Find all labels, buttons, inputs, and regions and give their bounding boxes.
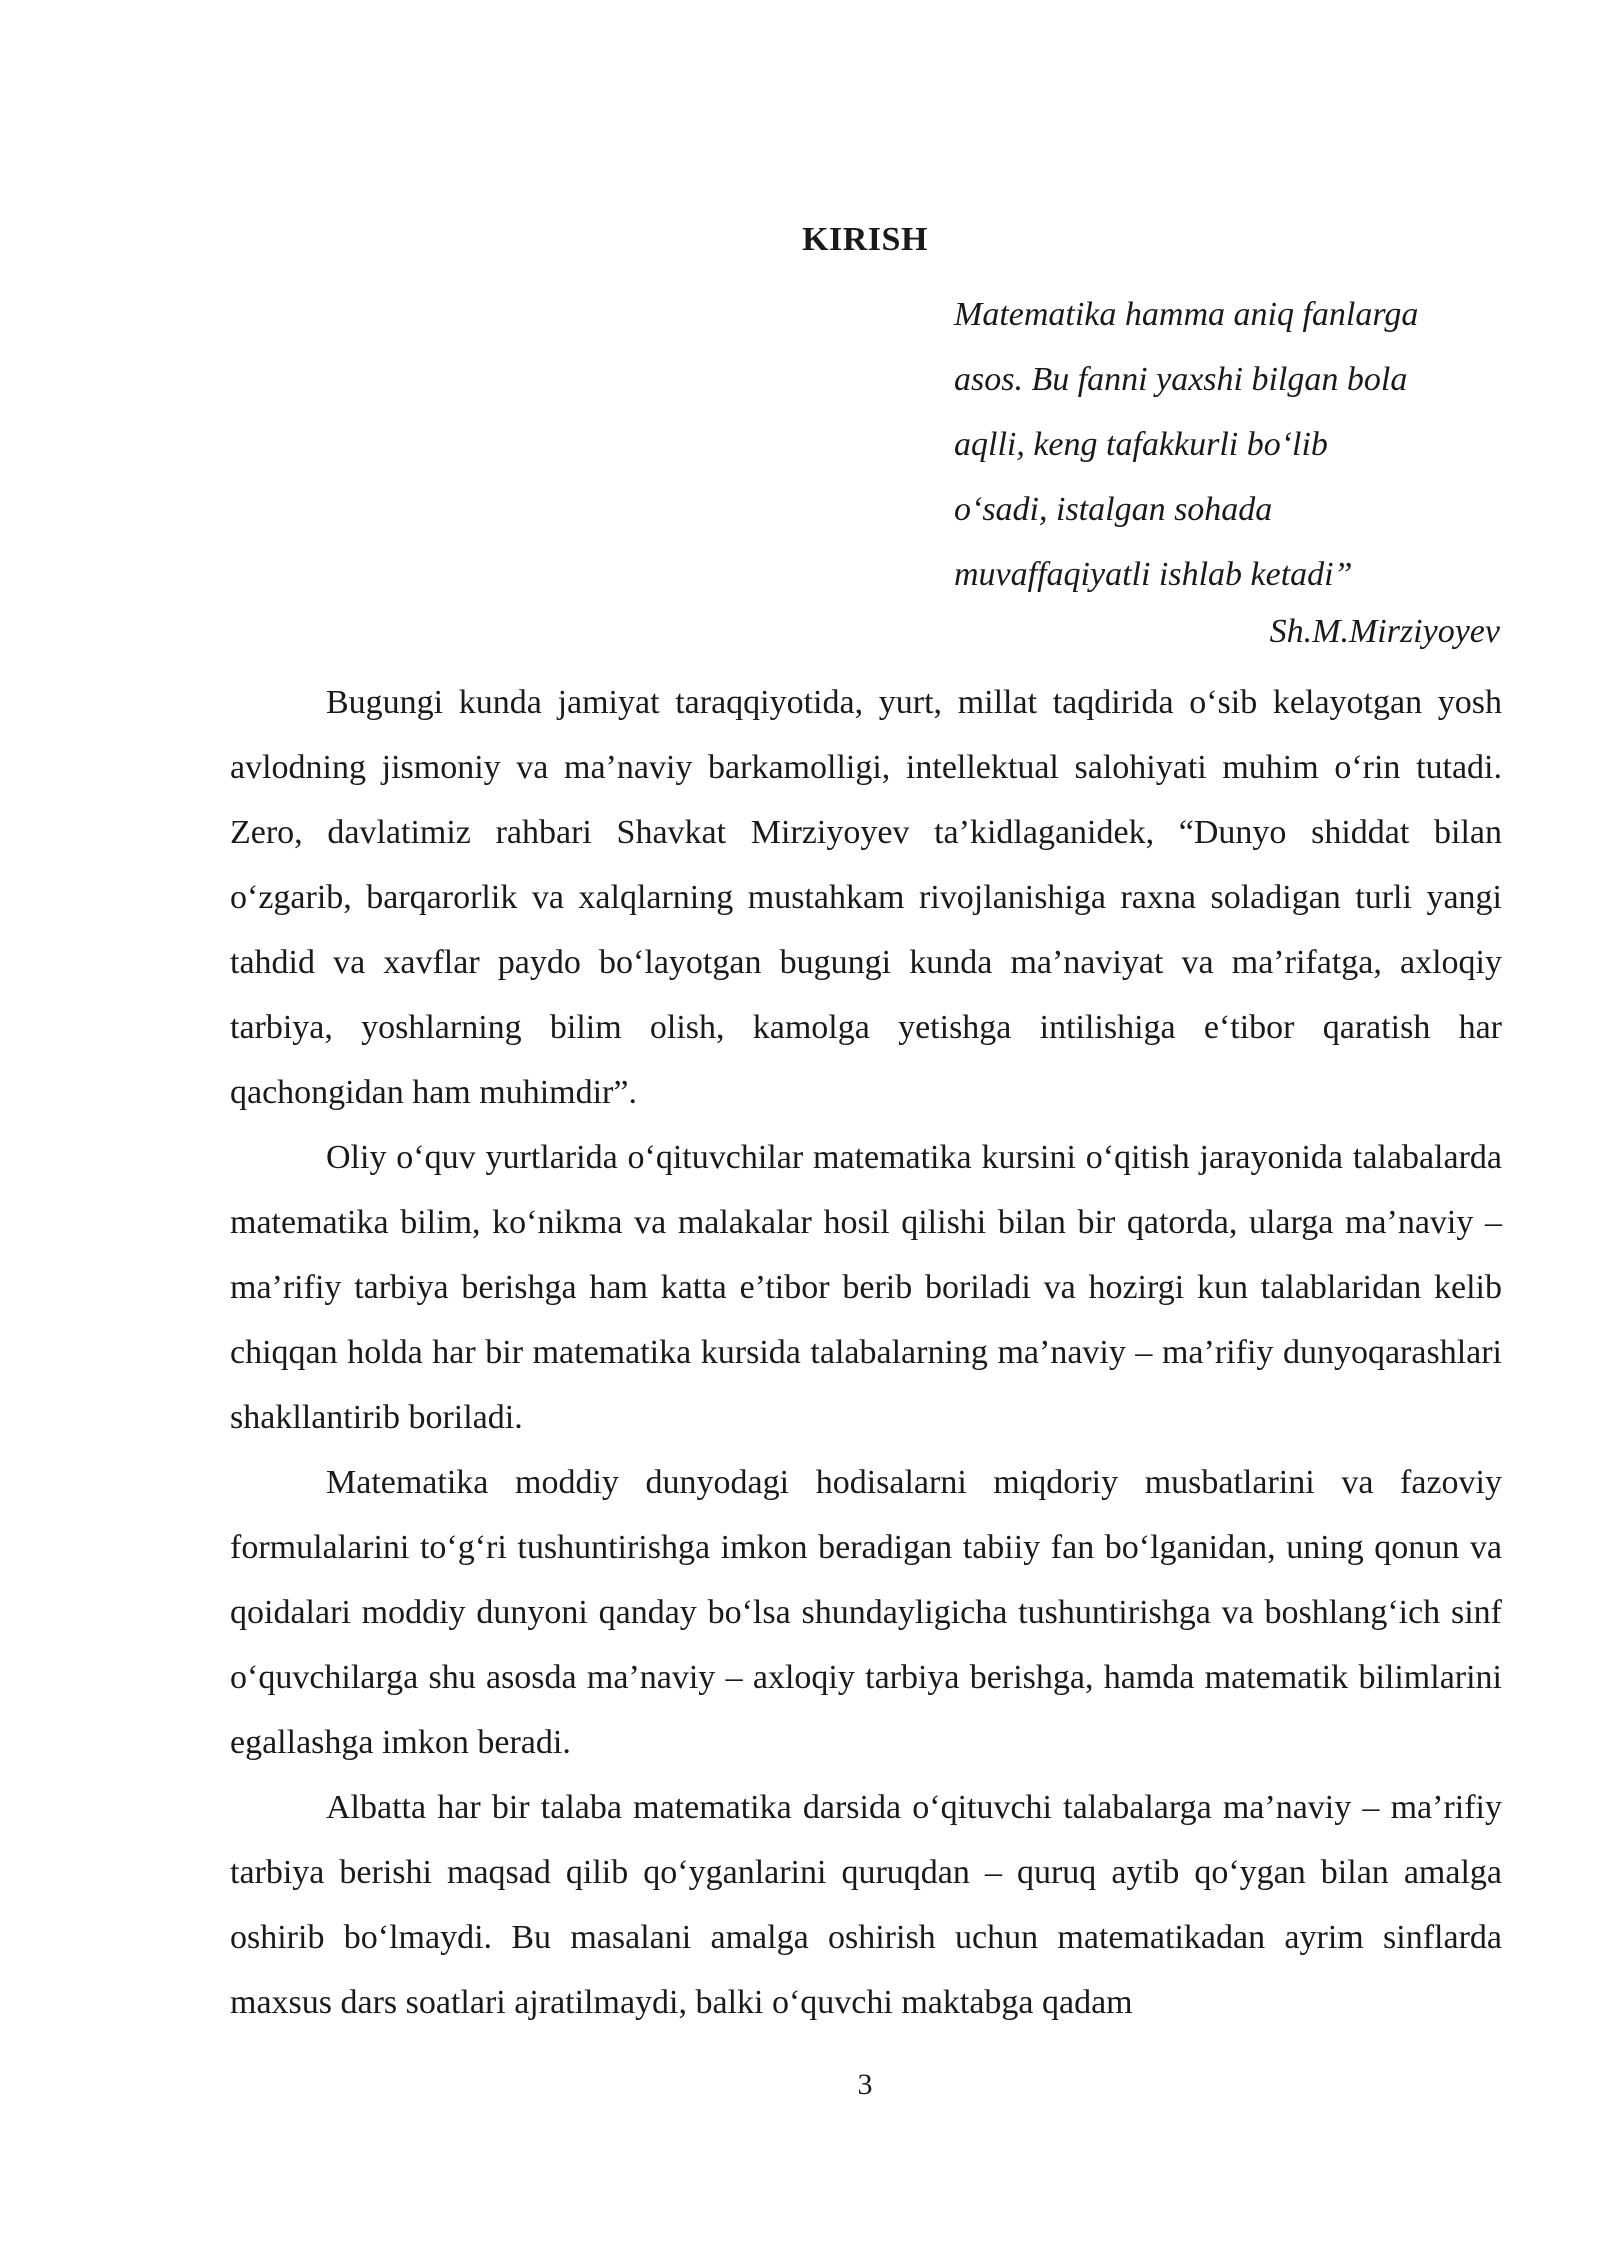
epigraph-line: Matematika hamma aniq fanlarga xyxy=(954,296,1419,333)
page-number: 3 xyxy=(857,2068,873,2101)
page-title: KIRISH xyxy=(802,221,928,258)
paragraph: Oliy o‘quv yurtlarida o‘qituvchilar matematika kursini o‘qitish jarayonida talabalarda matematika bilim, ko‘nikma va malakalar hosil qilishi bilan bir qatorda, ularga ma’naviy – ma’rifiy tarbiya berishga ham katta e’tibor berib boriladi va hozirgi kun talablaridan kelib chiqqan holda har bir matematika kursida talabalarning ma’naviy – ma’rifiy dunyoqarashlari shakllantirib boriladi. xyxy=(230,1139,1502,1436)
paragraph: Albatta har bir talaba matematika darsida o‘qituvchi talabalarga ma’naviy – ma’rifiy tarbiya berishi maqsad qilib qo‘yganlarini quruqdan – quruq aytib qo‘ygan bilan amalga oshirib bo‘lmaydi. Bu masalani amalga oshirish uchun matematikadan ayrim sinflarda maxsus dars soatlari ajratilmaydi, balki o‘quvchi maktabga qadam xyxy=(230,1789,1502,2021)
epigraph-line: muvaffaqiyatli ishlab ketadi” xyxy=(954,556,1353,593)
epigraph-line: asos. Bu fanni yaxshi bilgan bola xyxy=(954,361,1408,398)
epigraph-author: Sh.M.Mirziyoyev xyxy=(1269,613,1500,650)
body-text xyxy=(230,670,1502,2035)
epigraph-line: o‘sadi, istalgan sohada xyxy=(954,491,1273,528)
epigraph-line: aqlli, keng tafakkurli bo‘lib xyxy=(954,426,1328,463)
paragraph: Matematika moddiy dunyodagi hodisalarni miqdoriy musbatlarini va fazoviy formulalarini to‘g‘ri tushuntirishga imkon beradigan tabiiy fan bo‘lganidan, uning qonun va qoidalari moddiy dunyoni qanday bo‘lsa shundayligicha tushuntirishga va boshlang‘ich sinf o‘quvchilarga shu asosda ma’naviy – axloqiy tarbiya berishga, hamda matematik bilimlarini egallashga imkon beradi. xyxy=(230,1464,1502,1761)
paragraph: Bugungi kunda jamiyat taraqqiyotida, yurt, millat taqdirida o‘sib kelayotgan yosh avlodning jismoniy va ma’naviy barkamolligi, intellektual salohiyati muhim o‘rin tutadi. Zero, davlatimiz rahbari Shavkat Mirziyoyev ta’kidlaganidek, “Dunyo shiddat bilan o‘zgarib, barqarorlik va xalqlarning mustahkam rivojlanishiga raxna soladigan turli yangi tahdid va xavflar paydo bo‘layotgan bugungi kunda ma’naviyat va ma’rifatga, axloqiy tarbiya, yoshlarning bilim olish, kamolga yetishga intilishiga e‘tibor qaratish har qachongidan ham muhimdir”. xyxy=(230,684,1502,1111)
epigraph xyxy=(954,282,1514,607)
